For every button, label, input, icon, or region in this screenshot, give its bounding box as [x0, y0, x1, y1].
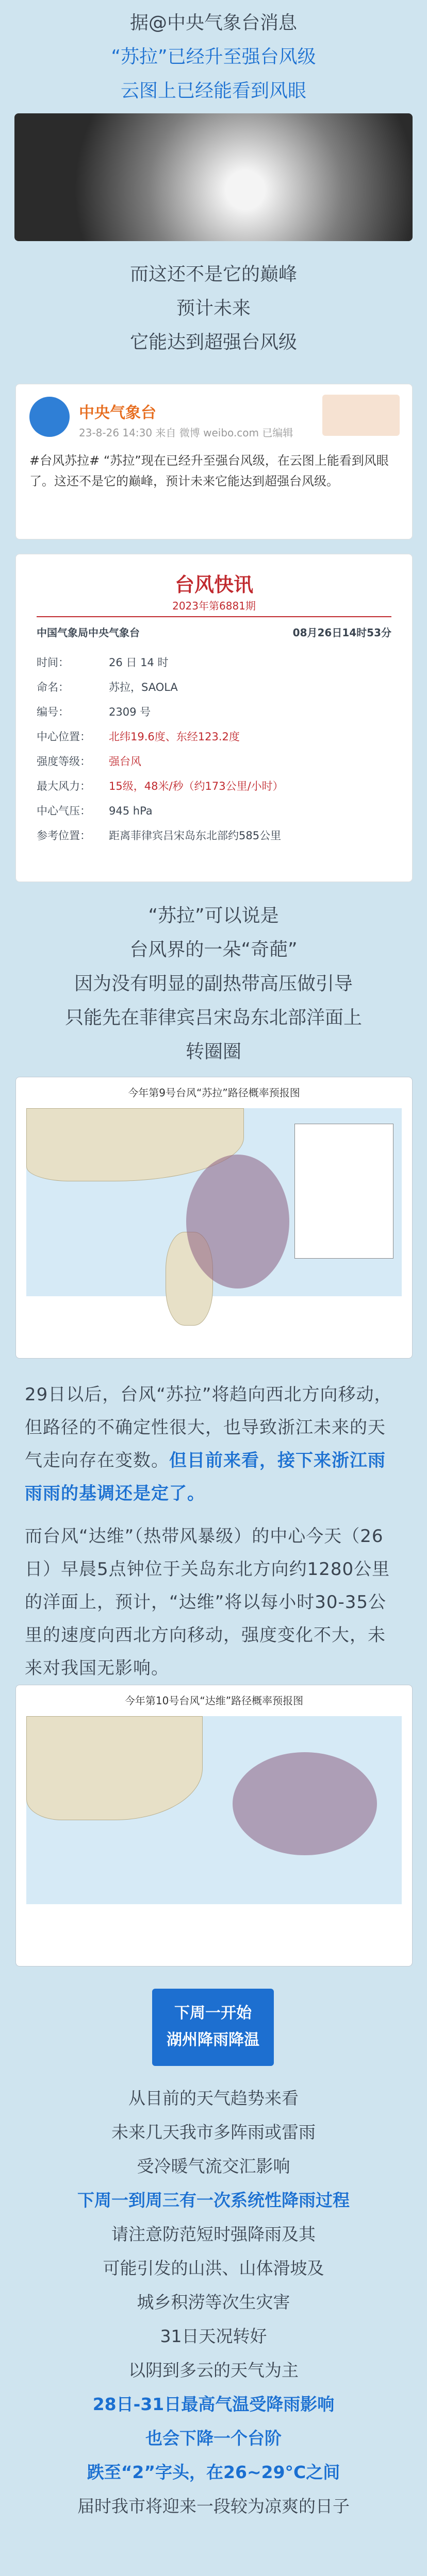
bulletin-row — [37, 799, 391, 823]
banner-line-1: 下周一开始 — [174, 2004, 252, 2022]
bulletin-row — [37, 700, 391, 724]
row-value: 北纬19.6度、东经123.2度 — [109, 731, 240, 743]
outlook-line-6: 可能引发的山洪、山体滑坡及 — [103, 2258, 324, 2278]
peak-line-2: 预计未来 — [176, 298, 251, 319]
bulletin-row — [37, 650, 391, 675]
sula-text — [0, 899, 427, 1069]
map-title: 今年第10号台风“达维”路径概率预报图 — [124, 1694, 304, 1707]
outlook-line-5: 请注意防范短时强降雨及其 — [111, 2224, 316, 2244]
intro-line-3: 云图上已经能看到风眼 — [120, 80, 306, 101]
map-track-cone — [186, 1155, 289, 1289]
row-value: 26 日 14 时 — [109, 656, 169, 669]
sula-line-5: 转圈圈 — [185, 1041, 241, 1062]
typhoon-track-map-dawei — [15, 1685, 413, 1967]
outlook-line-9: 以阴到多云的天气为主 — [128, 2360, 299, 2380]
intro-line-2: “苏拉”已经升至强台风级 — [111, 46, 316, 67]
weibo-post-card[interactable] — [15, 384, 413, 539]
map-title: 今年第9号台风“苏拉”路径概率预报图 — [128, 1087, 300, 1099]
row-value: 苏拉，SAOLA — [109, 681, 178, 693]
outlook-line-8: 31日天况转好 — [160, 2326, 267, 2346]
row-key: 强度等级： — [37, 755, 91, 768]
row-key: 时间： — [37, 656, 69, 669]
outlook-line-2: 未来几天我市多阵雨或雷雨 — [111, 2122, 316, 2142]
bulletin-number: 2023年第6881期 — [172, 600, 256, 612]
banner-line-2: 湖州降雨降温 — [167, 2031, 259, 2049]
map-land-china — [26, 1716, 203, 1820]
row-value: 距离菲律宾吕宋岛东北部约585公里 — [109, 829, 282, 842]
peak-line-3: 它能达到超强台风级 — [129, 332, 297, 353]
row-value: 945 hPa — [109, 805, 153, 817]
paragraph-2: 而台风“达维”（热带风暴级）的中心今天（26日）早晨5点钟位于关岛东北方向约1280公里的洋面上，预计，“达维”将以每小时30-35公里的速度向西北方向移动，强度变化不大，未来对我国无影响。 — [25, 1526, 390, 1679]
weibo-meta: 23-8-26 14:30 来自 微博 weibo.com 已编辑 — [79, 427, 293, 439]
outlook-text — [0, 2081, 427, 2523]
outlook-line-10: 28日-31日最高气温受降雨影响 — [92, 2394, 335, 2414]
row-key: 中心气压： — [37, 805, 91, 817]
row-value: 15级，48米/秒（约173公里/小时） — [109, 780, 284, 792]
sula-line-3: 因为没有明显的副热带高压做引导 — [74, 973, 353, 994]
peak-text — [0, 258, 427, 360]
outlook-line-3: 受冷暖气流交汇影响 — [137, 2156, 290, 2176]
sula-line-2: 台风界的一朵“奇葩” — [129, 939, 298, 960]
bulletin-row — [37, 774, 391, 799]
outlook-line-7: 城乡积涝等次生灾害 — [137, 2292, 290, 2312]
sula-line-4: 只能先在菲律宾吕宋岛东北部洋面上 — [64, 1007, 362, 1028]
intro-block — [0, 6, 427, 108]
row-key: 命名： — [37, 681, 69, 693]
bulletin-divider — [37, 616, 391, 617]
outlook-line-12: 跌至“2”字头，在26~29°C之间 — [87, 2462, 340, 2482]
row-key: 参考位置： — [37, 829, 91, 842]
section-banner-rain-cooling — [152, 1989, 274, 2066]
paragraph-1-highlight: 但目前来看，接下来浙江雨雨雨的基调还是定了。 — [25, 1450, 386, 1504]
paragraph-dawei — [0, 1520, 427, 1685]
paragraph-1-text: 29日以后，台风“苏拉”将趋向西北方向移动，但路径的不确定性很大，也导致浙江未来的天气走向存在变数。 — [25, 1384, 392, 1471]
outlook-line-4: 下周一到周三有一次系统性降雨过程 — [77, 2190, 350, 2210]
row-value: 强台风 — [109, 755, 141, 768]
typhoon-track-map-sula — [15, 1077, 413, 1359]
bulletin-title: 台风快讯 — [174, 573, 253, 596]
bulletin-time: 08月26日14时53分 — [292, 626, 391, 639]
paragraph-1 — [25, 1378, 402, 1510]
bulletin-row — [37, 749, 391, 774]
typhoon-bulletin-card — [15, 554, 413, 882]
map-track-cone — [233, 1752, 377, 1855]
bulletin-row — [37, 724, 391, 749]
weibo-body: #台风苏拉# “苏拉”现在已经升至强台风级，在云图上能看到风眼了。这还不是它的巅峰，预计未来它能达到超强台风级。 — [29, 453, 389, 488]
bulletin-org: 中国气象局中央气象台 — [37, 626, 140, 639]
bulletin-row — [37, 823, 391, 848]
outlook-line-13: 届时我市将迎来一段较为凉爽的日子 — [77, 2496, 350, 2516]
map-legend — [294, 1124, 393, 1259]
row-key: 最大风力： — [37, 780, 91, 792]
bulletin-row — [37, 675, 391, 700]
row-key: 编号： — [37, 706, 69, 718]
avatar — [29, 397, 70, 437]
outlook-line-11: 也会下降一个台阶 — [145, 2428, 282, 2448]
intro-line-1: 据@中央气象台消息 — [129, 12, 297, 33]
row-key: 中心位置： — [37, 731, 91, 743]
peak-line-1: 而这还不是它的巅峰 — [129, 264, 297, 285]
typhoon-satellite-image — [14, 113, 413, 241]
paragraph-path — [0, 1378, 427, 1510]
outlook-line-1: 从目前的天气趋势来看 — [128, 2088, 299, 2108]
weibo-author[interactable]: 中央气象台 — [79, 404, 156, 422]
row-value: 2309 号 — [109, 706, 151, 718]
bulletin-rows — [37, 650, 391, 848]
decor-badge — [322, 395, 400, 436]
sula-line-1: “苏拉”可以说是 — [148, 905, 279, 926]
